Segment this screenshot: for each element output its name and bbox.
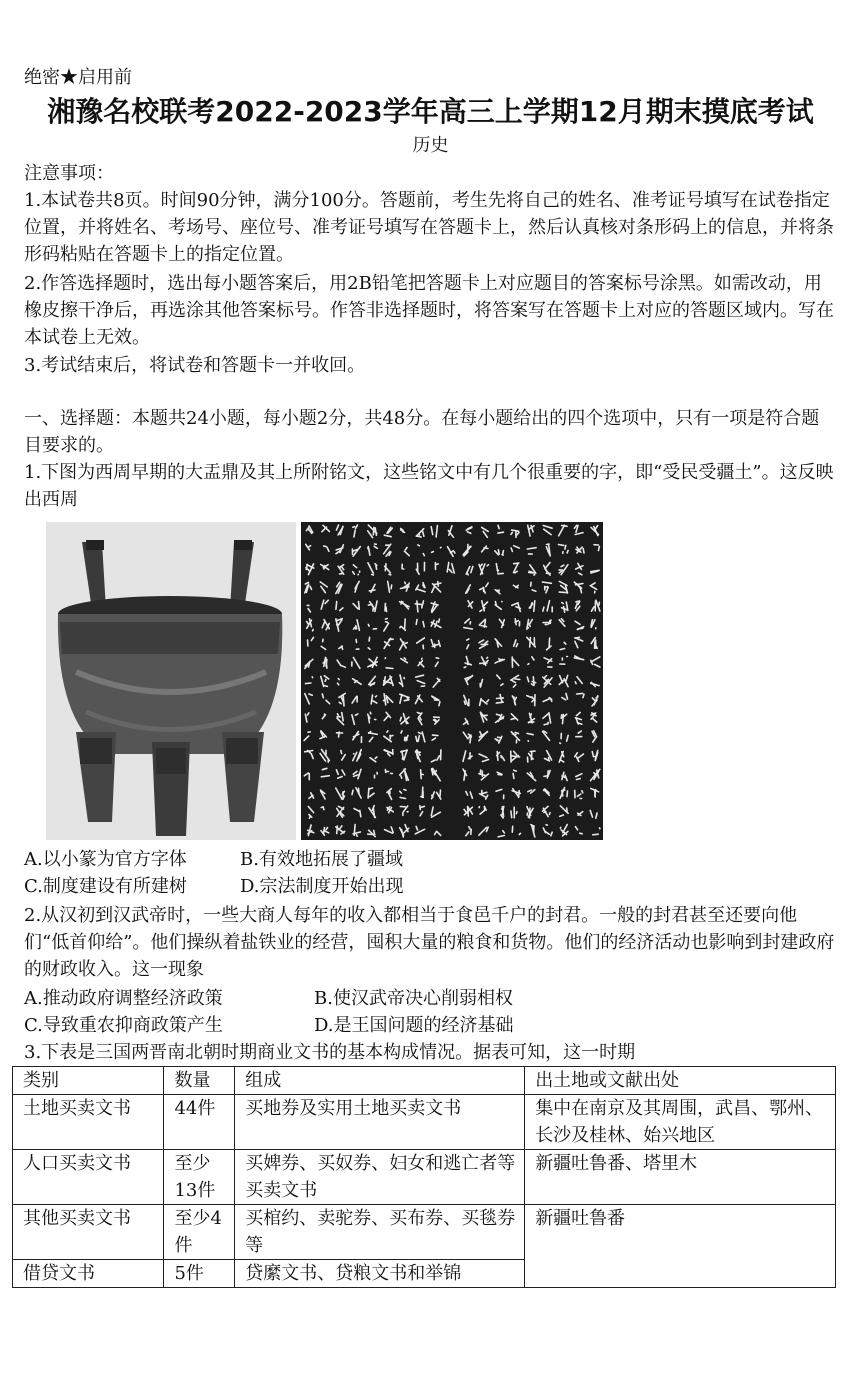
question-2-option-a: A.推动政府调整经济政策 <box>24 988 223 1009</box>
table-cell: 44件 <box>164 1095 235 1150</box>
question-3-stem: 3.下表是三国两晋南北朝时期商业文书的基本构成情况。据表可知，这一时期 <box>24 1042 636 1063</box>
question-1-option-c: C.制度建设有所建树 <box>24 876 187 897</box>
table-cell: 集中在南京及其周围，武昌、鄂州、长沙及桂林、始兴地区 <box>525 1095 836 1150</box>
table-header-cell: 出土地或文献出处 <box>525 1067 836 1095</box>
table-header-row <box>13 1067 836 1095</box>
notes-heading: 注意事项： <box>24 163 114 184</box>
commerce-documents-table <box>12 1066 836 1288</box>
table-cell: 买棺约、卖驼券、买布券、买毯券等 <box>235 1205 525 1260</box>
table-cell: 人口买卖文书 <box>13 1150 164 1205</box>
question-2-stem: 2.从汉初到汉武帝时，一些大商人每年的收入都相当于食邑千户的封君。一般的封君甚至还要向他们“低首仰给”。他们操纵着盐铁业的经营，囤积大量的粮食和货物。他们的经济活动也影响到封建政府的财政收入。这一现象 <box>24 905 835 980</box>
table-cell: 买地券及实用土地买卖文书 <box>235 1095 525 1150</box>
exam-title: 湘豫名校联考2022-2023学年高三上学期12月期末摸底考试 <box>47 95 814 128</box>
table-header-cell: 组成 <box>235 1067 525 1095</box>
table-row <box>13 1095 836 1150</box>
table-cell: 买婢券、买奴券、妇女和逃亡者等买卖文书 <box>235 1150 525 1205</box>
note-item-2: 2.作答选择题时，选出每小题答案后，用2B铅笔把答题卡上对应题目的答案标号涂黑。如需改动，用橡皮擦干净后，再选涂其他答案标号。作答非选择题时，将答案写在答题卡上对应的答题区域内。写在本试卷上无效。 <box>24 273 834 348</box>
question-1-option-d: D.宗法制度开始出现 <box>240 876 404 897</box>
table-cell: 其他买卖文书 <box>13 1205 164 1260</box>
question-1-option-b: B.有效地拓展了疆域 <box>240 849 403 870</box>
note-item-1: 1.本试卷共8页。时间90分钟，满分100分。答题前，考生先将自己的姓名、准考证号填写在试卷指定位置，并将姓名、考场号、座位号、准考证号填写在答题卡上，然后认真核对条形码上的信息，并将条形码粘贴在答题卡上的指定位置。 <box>24 190 834 265</box>
table-cell: 至少4件 <box>164 1205 235 1260</box>
question-2-option-b: B.使汉武帝决心削弱相权 <box>314 988 513 1009</box>
table-cell: 新疆吐鲁番 <box>525 1205 836 1288</box>
table-cell: 5件 <box>164 1260 235 1288</box>
table-row <box>13 1205 836 1260</box>
question-1-stem: 1.下图为西周早期的大盂鼎及其上所附铭文，这些铭文中有几个很重要的字，即“受民受疆土”。这反映出西周 <box>24 462 834 510</box>
question-1-figure <box>46 522 603 840</box>
inscription-rubbing-icon <box>301 522 603 840</box>
table-row <box>13 1150 836 1205</box>
question-2-option-c: C.导致重农抑商政策产生 <box>24 1015 223 1036</box>
table-cell: 借贷文书 <box>13 1260 164 1288</box>
table-cell: 贷縻文书、贷粮文书和举锦 <box>235 1260 525 1288</box>
bronze-ding-icon <box>46 522 296 840</box>
note-item-3: 3.考试结束后，将试卷和答题卡一并收回。 <box>24 355 366 376</box>
question-2-option-d: D.是王国问题的经济基础 <box>314 1015 514 1036</box>
question-1-option-a: A.以小篆为官方字体 <box>24 849 187 870</box>
section-intro: 一、选择题：本题共24小题，每小题2分，共48分。在每小题给出的四个选项中，只有一项是符合题目要求的。 <box>24 408 820 456</box>
subject-label: 历史 <box>412 135 449 156</box>
confidential-mark: 绝密★启用前 <box>24 67 132 88</box>
table-cell: 土地买卖文书 <box>13 1095 164 1150</box>
table-header-cell: 数量 <box>164 1067 235 1095</box>
table-cell: 至少13件 <box>164 1150 235 1205</box>
table-cell: 新疆吐鲁番、塔里木 <box>525 1150 836 1205</box>
table-header-cell: 类别 <box>13 1067 164 1095</box>
